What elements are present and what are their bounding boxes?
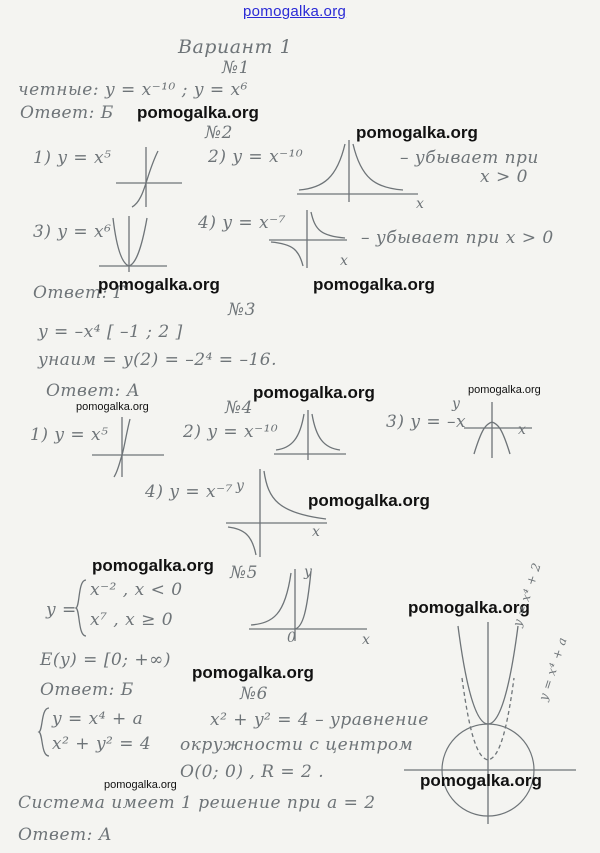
task1-answer: Ответ: Б	[20, 103, 114, 123]
axis-x-label: x	[312, 524, 321, 540]
task4-func-1: 1) y = x⁵	[30, 425, 109, 445]
task6-text-3: O(0; 0) , R = 2 .	[180, 762, 325, 782]
axis-x-label: x	[518, 422, 527, 438]
task2-note-decreasing-2: – убывает при x > 0	[361, 228, 554, 248]
graph-x-minus10	[293, 138, 423, 208]
task2-answer: Ответ: Г	[33, 283, 126, 303]
task1-number: №1	[222, 58, 250, 78]
task5-brace	[74, 578, 88, 638]
task2-note-decreasing: – убывает при	[400, 148, 539, 168]
task4-func-4: 4) y = x⁻⁷	[145, 482, 233, 502]
task2-func-4: 4) y = x⁻⁷	[198, 213, 286, 233]
task5-range: E(y) = [0; +∞)	[40, 650, 171, 670]
task1-even-functions: четные: y = x⁻¹⁰ ; y = x⁶	[18, 80, 248, 100]
task2-func-1: 1) y = x⁵	[33, 148, 112, 168]
graph-x6	[95, 212, 170, 274]
task6-brace	[37, 706, 51, 758]
task5-case-2: x⁷ , x ≥ 0	[90, 610, 174, 630]
axis-zero-label: 0	[287, 630, 297, 646]
task2-func-2: 2) y = x⁻¹⁰	[208, 147, 304, 167]
axis-y-label: y	[236, 478, 245, 494]
task5-number: №5	[230, 563, 258, 583]
task4-func-2: 2) y = x⁻¹⁰	[183, 422, 279, 442]
task3-answer: Ответ: А	[46, 381, 141, 401]
task6-text-2: окружности с центром	[180, 735, 414, 755]
axis-x-label: x	[340, 253, 349, 269]
task5-case-1: x⁻² , x < 0	[90, 580, 183, 600]
task3-function: y = –x⁴ [ –1 ; 2 ]	[38, 322, 183, 342]
task6-text-1: x² + y² = 4 – уравнение	[210, 710, 429, 730]
graph-x5	[110, 145, 185, 210]
graph-label-x4-plus-2: y = x⁴ + 2	[510, 560, 544, 629]
graph-x-minus10-task4	[270, 408, 350, 463]
task3-number: №3	[228, 300, 256, 320]
watermark: pomogalka.org	[192, 663, 314, 682]
watermark: pomogalka.org	[92, 556, 214, 575]
task3-min-value: yнаим = y(2) = –2⁴ = –16.	[38, 350, 277, 370]
task4-number: №4	[225, 398, 253, 418]
task5-y-equals: y =	[46, 600, 77, 620]
graph-label-x4-plus-a: y = x⁴ + a	[536, 635, 570, 703]
task6-number: №6	[240, 684, 268, 704]
watermark: pomogalka.org	[253, 383, 375, 402]
axis-x-label: x	[362, 632, 371, 648]
watermark: pomogalka.org	[408, 598, 530, 617]
graph-x-minus7	[265, 208, 350, 270]
variant-title: Вариант 1	[178, 36, 293, 58]
watermark: pomogalka.org	[98, 275, 220, 294]
axis-y-label: y	[452, 396, 461, 412]
task6-eq-1: y = x⁴ + a	[52, 709, 144, 729]
graph-x5-task4	[88, 415, 168, 480]
watermark: pomogalka.org	[137, 103, 259, 122]
axis-y-label: y	[304, 564, 313, 580]
axis-x-label: x	[416, 196, 425, 212]
task4-func-3: 3) y = –x	[386, 412, 467, 432]
task6-answer: Ответ: А	[18, 825, 113, 845]
task6-conclusion: Система имеет 1 решение при a = 2	[18, 793, 376, 813]
watermark: pomogalka.org	[420, 771, 542, 790]
watermark: pomogalka.org	[104, 779, 177, 791]
watermark: pomogalka.org	[76, 401, 149, 413]
task6-eq-2: x² + y² = 4	[52, 734, 152, 754]
watermark: pomogalka.org	[313, 275, 435, 294]
watermark: pomogalka.org	[356, 123, 478, 142]
site-watermark-top[interactable]: pomogalka.org	[243, 3, 347, 20]
task5-answer: Ответ: Б	[40, 680, 134, 700]
watermark: pomogalka.org	[308, 491, 430, 510]
task2-number: №2	[205, 123, 233, 143]
task2-note-condition: x > 0	[480, 167, 528, 187]
task2-func-3: 3) y = x⁶	[33, 222, 112, 242]
watermark: pomogalka.org	[468, 384, 541, 396]
